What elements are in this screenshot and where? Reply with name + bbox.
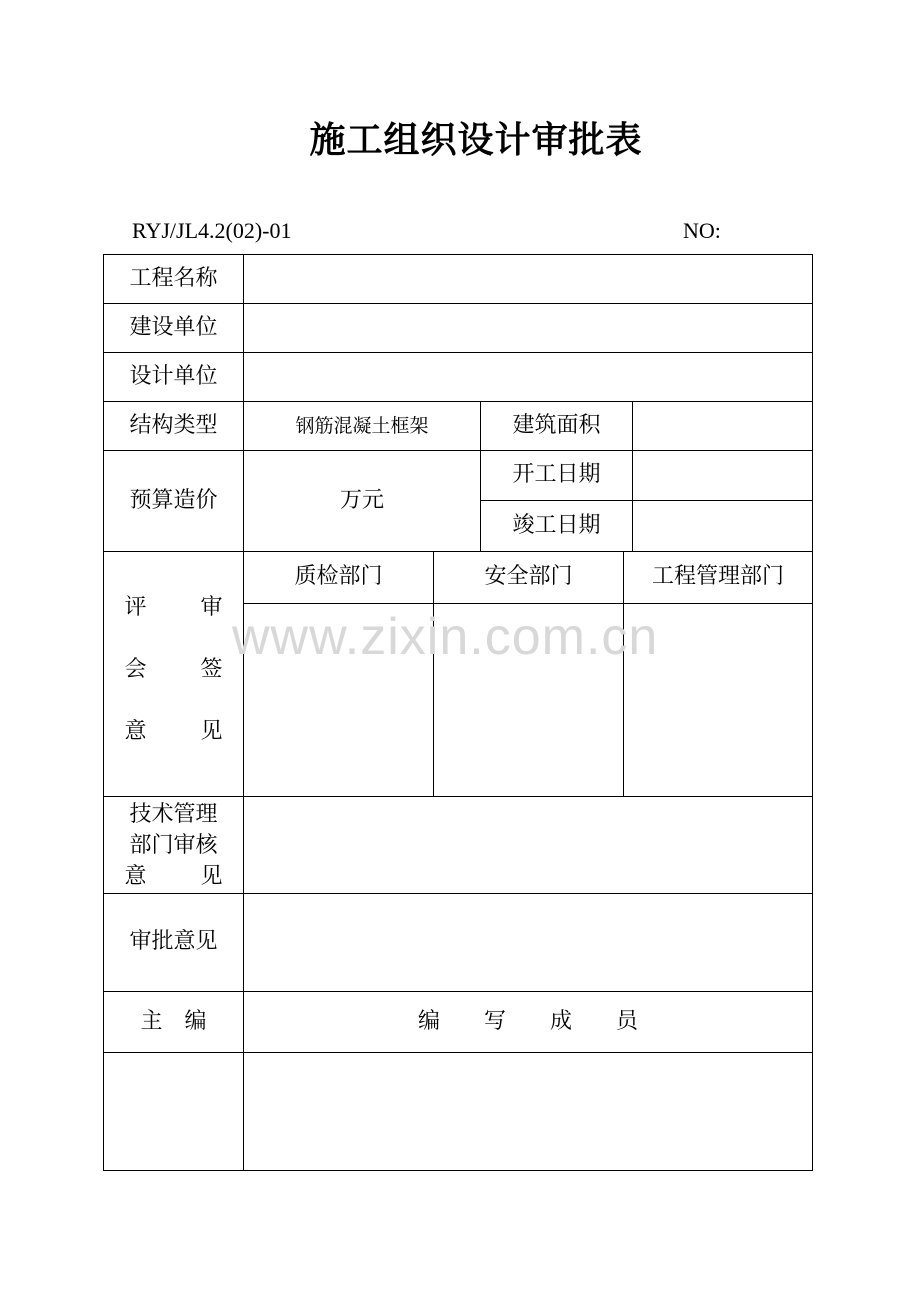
review-label [104, 595, 243, 745]
review-label-line: 评 审 [124, 595, 223, 620]
row-divider [243, 603, 812, 604]
review-label-line: 会 签 [124, 656, 223, 682]
project-name-label: 工程名称 [129, 265, 218, 291]
safety-dept-header: 安全部门 [484, 564, 573, 590]
row-divider [104, 1052, 812, 1053]
structure-type-value: 钢筋混凝土框架 [295, 414, 429, 437]
start-date-label: 开工日期 [512, 462, 601, 488]
column-divider [632, 401, 633, 551]
watermark-text: www.zixin.com.cn [232, 608, 659, 666]
review-label-line: 意 见 [124, 718, 223, 744]
tech-review-label-line: 意 见 [124, 863, 223, 889]
construction-unit-label: 建设单位 [129, 314, 218, 340]
members-label: 编 写 成 员 [417, 1008, 638, 1034]
engineering-dept-header: 工程管理部门 [651, 564, 784, 590]
budget-label: 预算造价 [129, 487, 218, 513]
budget-unit: 万元 [339, 487, 384, 513]
approval-label: 审批意见 [129, 929, 218, 955]
approval-table [103, 254, 813, 1171]
chief-editor-label: 主 编 [140, 1008, 207, 1034]
design-unit-label: 设计单位 [129, 363, 218, 389]
completion-date-label: 竣工日期 [512, 512, 601, 538]
tech-review-label: 技术管理 部门审核 意 见 [104, 797, 243, 893]
number-label: NO: [683, 218, 721, 243]
form-title: 施工组织设计审批表 [309, 119, 643, 161]
form-code: RYJ/JL4.2(02)-01 [132, 218, 292, 243]
structure-type-label: 结构类型 [129, 412, 218, 438]
quality-dept-header: 质检部门 [294, 564, 383, 590]
building-area-label: 建筑面积 [512, 412, 601, 438]
